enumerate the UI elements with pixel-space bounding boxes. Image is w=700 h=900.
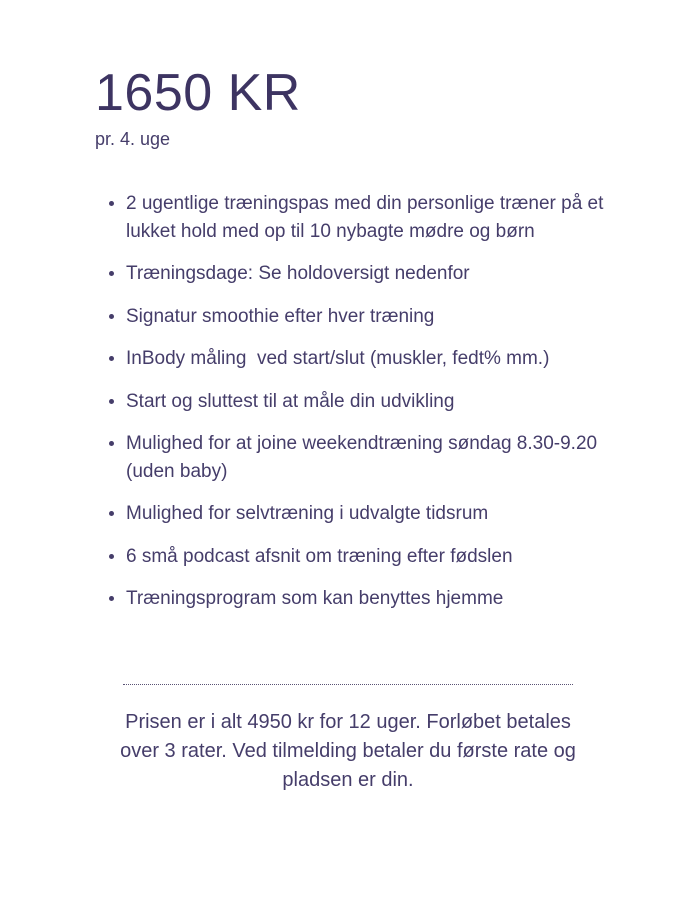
feature-item: • InBody måling ved start/slut (muskler, fedt% mm.): [126, 345, 612, 373]
price-heading: 1650 KR: [95, 64, 301, 122]
feature-item: • Mulighed for selvtræning i udvalgte tidsrum: [126, 500, 612, 528]
price-period: pr. 4. uge: [95, 128, 171, 149]
feature-item: • 2 ugentlige træningspas med din personlige træner på et lukket hold med op til 10 nybagte mødre og børn: [126, 190, 612, 245]
feature-item: • Mulighed for at joine weekendtræning søndag 8.30-9.20 (uden baby): [126, 430, 612, 485]
feature-item: • Start og sluttest til at måle din udvikling: [126, 388, 612, 416]
feature-item: • Træningsdage: Se holdoversigt nedenfor: [126, 260, 612, 288]
feature-item: • 6 små podcast afsnit om træning efter fødslen: [126, 543, 612, 571]
features-list: [95, 190, 612, 613]
feature-item: • Træningsprogram som kan benyttes hjemme: [126, 585, 612, 613]
dotted-divider: [123, 684, 573, 685]
payment-note: Prisen er i alt 4950 kr for 12 uger. Forløbet betales over 3 rater. Ved tilmelding betaler du første rate og pladsen er din.: [120, 711, 576, 791]
feature-item: • Signatur smoothie efter hver træning: [126, 303, 612, 331]
